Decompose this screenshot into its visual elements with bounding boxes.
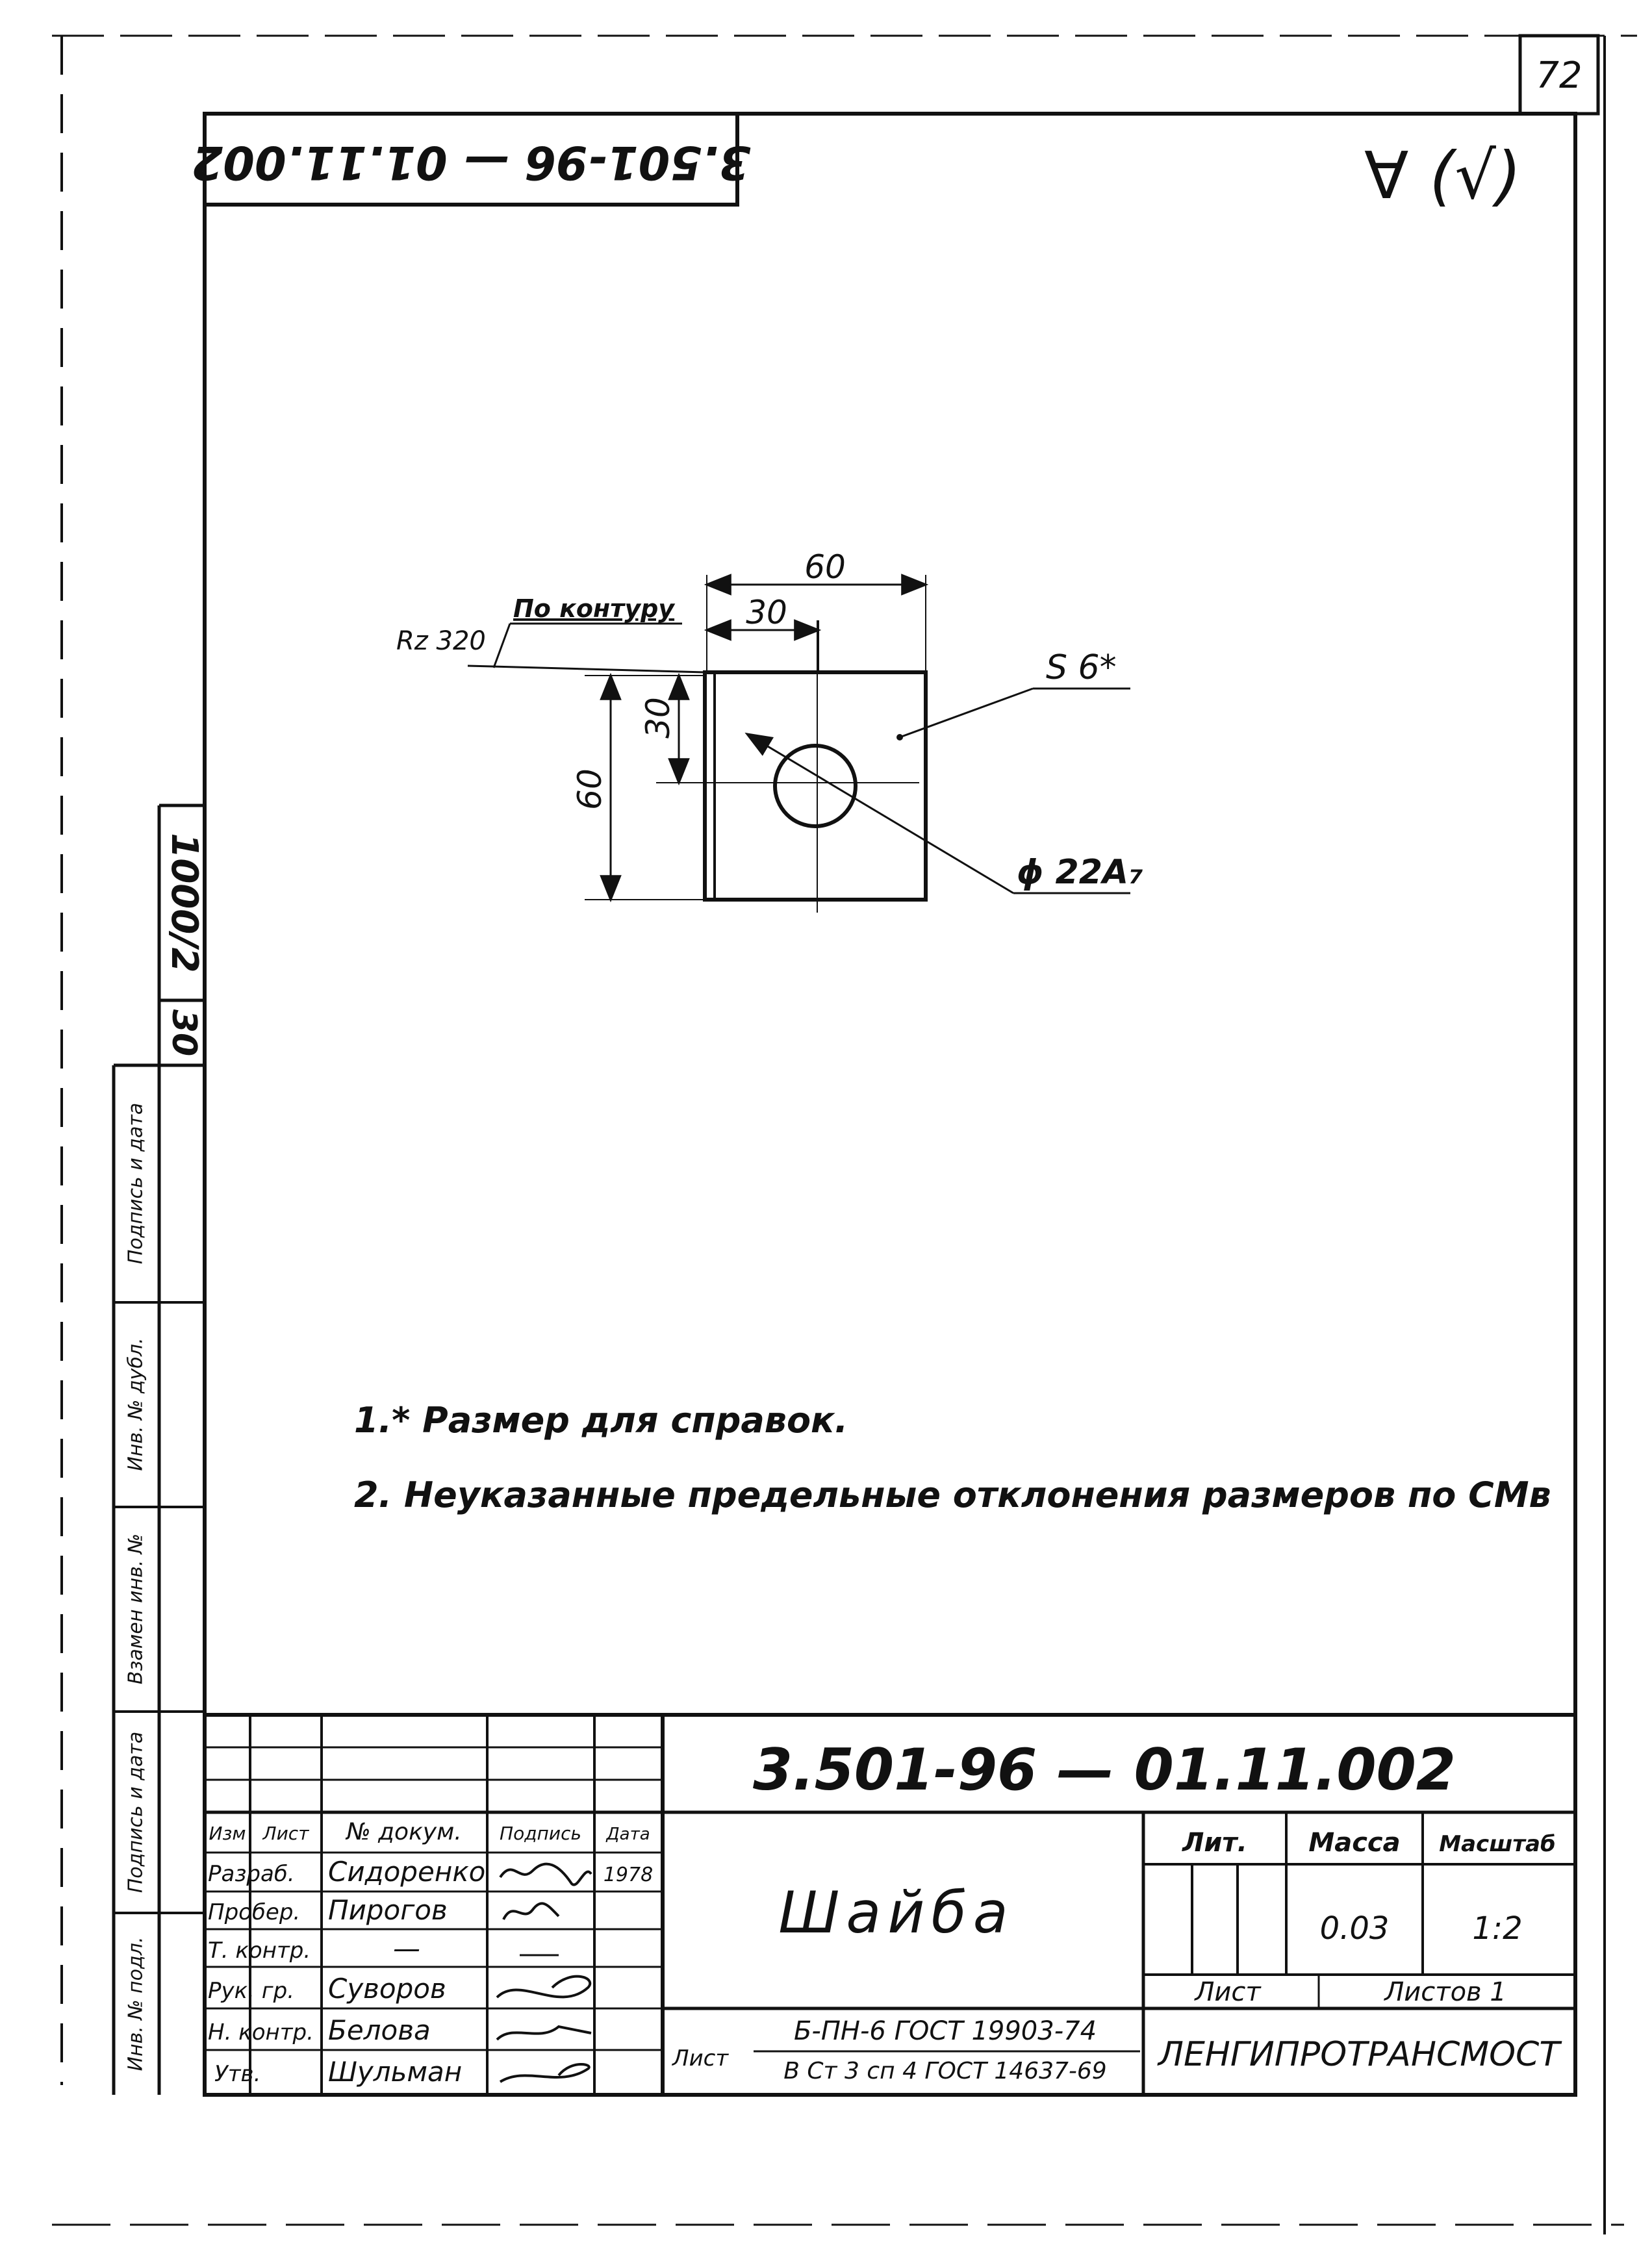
- scale-value: 1:2: [1472, 1910, 1523, 1947]
- dim-height-total: 60: [571, 768, 609, 810]
- side-top-box: 1000/2: [162, 833, 205, 973]
- thickness-label: S 6*: [1046, 648, 1117, 687]
- dim-width-half: 30: [746, 594, 787, 631]
- name-4: Суворов: [328, 1973, 446, 2005]
- role-1: Разраб.: [208, 1861, 295, 1887]
- top-code: 3.501-96 — 01.11.002: [191, 135, 751, 189]
- note-1: 1.* Размер для справок.: [354, 1400, 848, 1441]
- sheet-number: 72: [1536, 55, 1582, 97]
- washer-plate: [705, 672, 926, 900]
- material-line-2: В Ст 3 сп 4 ГОСТ 14637-69: [783, 2058, 1107, 2084]
- mass-label: Масса: [1308, 1828, 1401, 1858]
- organization: ЛЕНГИПРОТРАНСМОСТ: [1158, 2035, 1560, 2074]
- part-name: Шайба: [778, 1879, 1015, 1946]
- side-strip: [114, 805, 205, 2095]
- name-1: Сидоренко: [328, 1856, 486, 1888]
- side-field-2: Инв. № дубл.: [124, 1337, 147, 1471]
- role-3: Т. контр.: [208, 1938, 311, 1964]
- scale-label: Масштаб: [1439, 1831, 1556, 1857]
- roughness-mark: ∀ (√): [1364, 138, 1521, 214]
- side-field-4: Подпись и дата: [124, 1731, 147, 1893]
- sheets-label: Листов 1: [1384, 1977, 1506, 2007]
- header-list: Лист: [262, 1823, 309, 1844]
- material-line-1: Б-ПН-6 ГОСТ 19903-74: [793, 2016, 1097, 2046]
- roughness-note: По контуру: [513, 594, 675, 623]
- header-sign: Подпись: [500, 1823, 581, 1844]
- side-field-1: Подпись и дата: [124, 1102, 147, 1265]
- role-4: Рук. гр.: [208, 1978, 295, 2004]
- mass-value: 0.03: [1319, 1910, 1390, 1947]
- header-date: Дата: [606, 1825, 650, 1844]
- washer-drawing: [396, 548, 1143, 913]
- header-izm: Изм: [209, 1823, 246, 1844]
- sheet-label: Лист: [1195, 1977, 1261, 2007]
- document-code: 3.501-96 — 01.11.002: [752, 1736, 1456, 1803]
- name-2: Пирогов: [328, 1894, 448, 1926]
- dim-height-half: 30: [639, 697, 677, 739]
- role-6: Утв.: [214, 2061, 261, 2087]
- name-3: —: [393, 1932, 420, 1964]
- side-field-3: Взамен инв. №: [124, 1533, 147, 1685]
- name-5: Белова: [328, 2014, 431, 2046]
- name-6: Шульман: [328, 2056, 463, 2088]
- side-box-30: 30: [164, 1009, 203, 1057]
- date-1: 1978: [603, 1864, 654, 1886]
- lit-label: Лит.: [1182, 1828, 1247, 1858]
- roughness-label: Rz 320: [396, 626, 486, 656]
- material-prefix: Лист: [672, 2045, 729, 2071]
- hole-label: ϕ 22A₇: [1017, 853, 1143, 892]
- header-ndoc: № докум.: [346, 1819, 462, 1845]
- note-2: 2. Неуказанные предельные отклонения размеров по СМв: [354, 1474, 1551, 1515]
- role-5: Н. контр.: [208, 2019, 314, 2045]
- sheet-number-box: [1520, 36, 1598, 114]
- role-2: Пробер.: [208, 1899, 301, 1925]
- top-code-box: [192, 114, 751, 205]
- dim-width-total: 60: [804, 548, 846, 586]
- side-field-5: Инв. № подл.: [124, 1936, 147, 2071]
